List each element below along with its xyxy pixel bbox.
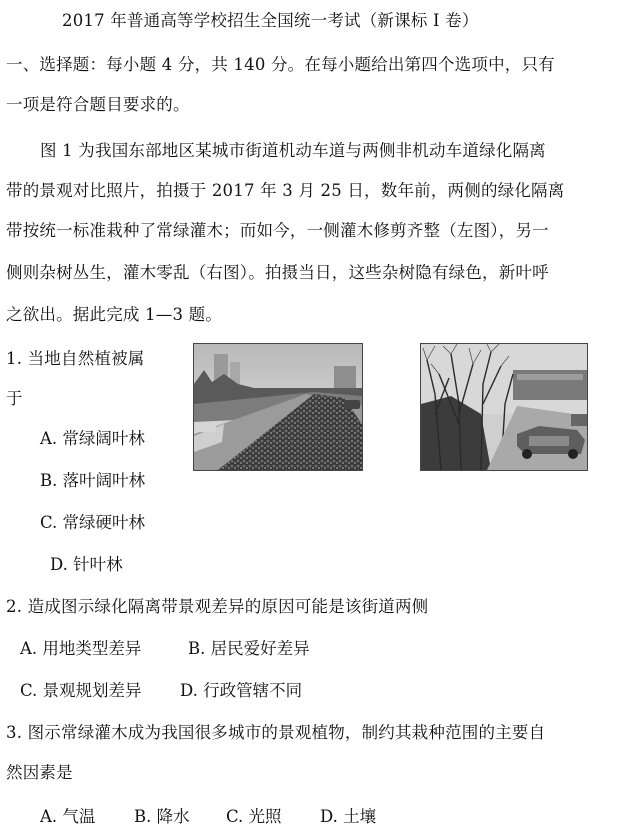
q1-stem-line-1: 1. 当地自然植被属 — [6, 349, 145, 368]
intro-line-3: 带按统一标准栽种了常绿灌木；而如今，一侧灌木修剪齐整（左图），另一 — [6, 221, 549, 240]
q3-option-c: C. 光照 — [226, 807, 282, 826]
q3-option-d: D. 土壤 — [320, 807, 377, 826]
intro-line-4: 侧则杂树丛生，灌木零乱（右图）。拍摄当日，这些杂树隐有绿色，新叶呼 — [6, 263, 549, 282]
q1-option-c: C. 常绿硬叶林 — [40, 513, 146, 532]
q1-option-a: A. 常绿阔叶林 — [40, 429, 145, 448]
q1-option-d: D. 针叶林 — [50, 555, 123, 574]
q3-stem-line-1: 3. 图示常绿灌木成为我国很多城市的景观植物，制约其栽种范围的主要自 — [6, 723, 546, 742]
intro-line-2: 带的景观对比照片，拍摄于 2017 年 3 月 25 日，数年前，两侧的绿化隔离 — [6, 181, 565, 200]
q2-option-a: A. 用地类型差异 — [20, 639, 142, 658]
q2-option-c: C. 景观规划差异 — [20, 681, 142, 700]
q2-option-b: B. 居民爱好差异 — [188, 639, 310, 658]
q3-option-b: B. 降水 — [134, 807, 190, 826]
intro-line-5: 之欲出。据此完成 1—3 题。 — [6, 305, 222, 324]
intro-line-1: 图 1 为我国东部地区某城市街道机动车道与两侧非机动车道绿化隔离 — [40, 141, 546, 160]
q3-option-a: A. 气温 — [40, 807, 96, 826]
exam-title: 2017 年普通高等学校招生全国统一考试（新课标 I 卷） — [62, 11, 479, 30]
section-instruction-line-1: 一、选择题：每小题 4 分，共 140 分。在每小题给出第四个选项中，只有 — [6, 55, 555, 74]
q3-stem-line-2: 然因素是 — [6, 763, 73, 782]
photo-right-overgrown-hedge — [420, 343, 588, 471]
photo-left-trimmed-hedge — [193, 343, 363, 471]
q1-stem-line-2: 于 — [6, 389, 23, 408]
q2-option-d: D. 行政管辖不同 — [180, 681, 303, 700]
q2-stem: 2. 造成图示绿化隔离带景观差异的原因可能是该街道两侧 — [6, 597, 429, 616]
q1-option-b: B. 落叶阔叶林 — [40, 471, 146, 490]
section-instruction-line-2: 一项是符合题目要求的。 — [6, 95, 190, 114]
